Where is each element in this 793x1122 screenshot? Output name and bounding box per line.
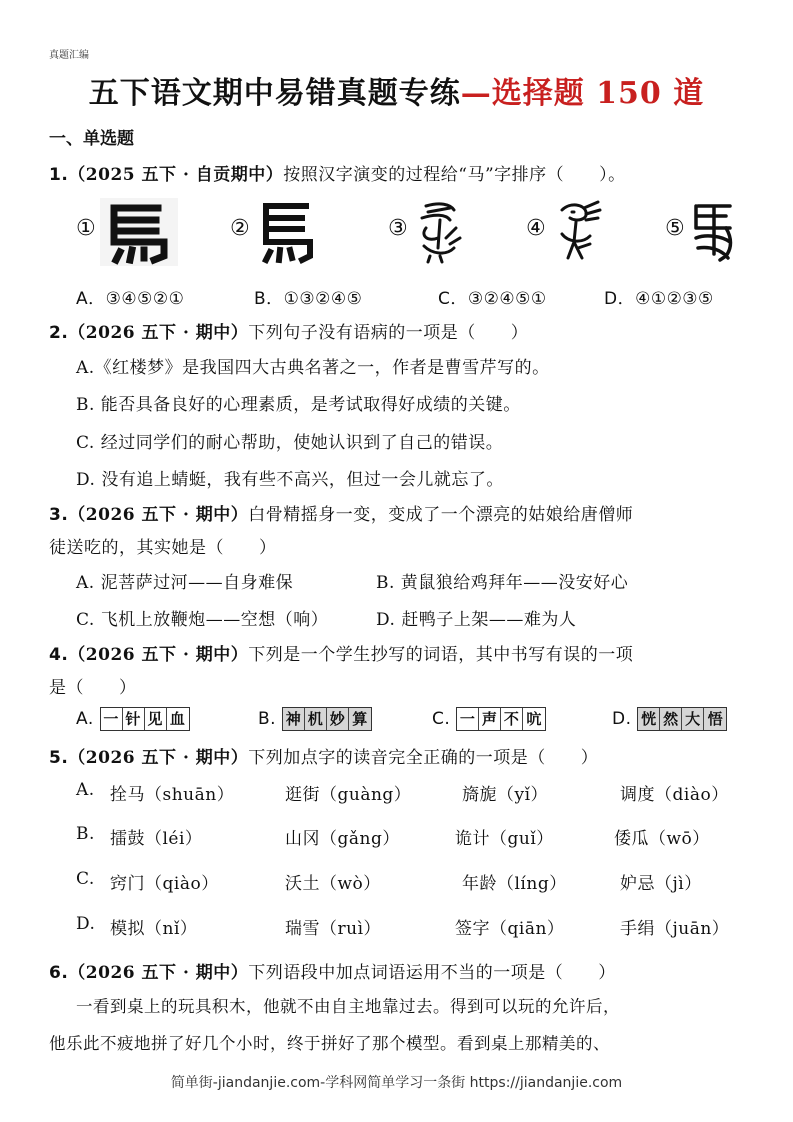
glyph-label-4: ④ [526,216,546,241]
word-char: 针 [123,708,145,730]
horse-glyph-oracle-icon [410,198,470,266]
q5-option-d-item: 瑞雪（ruì） [285,919,382,939]
question-5 [49,743,598,768]
word-char: 声 [479,708,501,730]
word-box [282,707,372,731]
question-text-line-1: 白骨精摇身一变，变成了一个漂亮的姑娘给唐僧师 [248,505,634,525]
q5-option-c-item: 窍门（qiào） [110,874,219,894]
question-source: （2026 五下 · 期中） [68,748,249,768]
q2-option-b[interactable]: B. 能否具备良好的心理素质，是考试取得好成绩的关键。 [76,395,521,415]
question-number: 1. [49,165,69,185]
word-box [456,707,546,731]
question-number: 5. [49,748,69,768]
word-char: 大 [682,708,704,730]
q4-option-a[interactable] [76,707,190,731]
option-letter: B. [258,709,277,729]
question-text-line-1: 下列是一个学生抄写的词语，其中书写有误的一项 [248,645,634,665]
word-char: 妙 [327,708,349,730]
q6-paragraph-line-1: 一看到桌上的玩具积木，他就不由自主地靠过去。得到可以玩的允许后， [76,997,620,1016]
word-char: 恍 [638,708,660,730]
horse-glyph-seal-icon [686,198,742,266]
option-letter: C. [432,709,451,729]
header-tag: 真题汇编 [49,50,89,61]
q5-option-c-letter[interactable]: C. [76,869,95,889]
word-box [637,707,727,731]
q3-option-a[interactable]: A. 泥菩萨过河——自身难保 [76,573,294,593]
page-title [0,68,793,112]
question-2 [49,318,528,343]
question-text: 按照汉字演变的过程给“马”字排序（ ）。 [283,165,626,185]
q1-option-d[interactable]: D．④①②③⑤ [604,289,714,309]
word-char: 吭 [526,710,542,728]
q6-paragraph-line-2: 他乐此不疲地拼了好几个小时，终于拼好了那个模型。看到桌上那精美的、 [49,1034,610,1053]
title-main: 五下语文期中易错真题专练 [88,76,461,111]
q1-option-b[interactable]: B．①③②④⑤ [254,289,363,309]
word-char: 一 [457,708,479,730]
q5-option-c-item: 妒忌（jì） [620,874,702,894]
question-source: （2026 五下 · 期中） [68,645,249,665]
question-source: （2026 五下 · 期中） [68,963,249,983]
question-source: （2026 五下 · 期中） [68,505,249,525]
word-char: 一 [101,708,123,730]
q1-option-c[interactable]: C．③②④⑤① [438,289,547,309]
question-source: （2026 五下 · 期中） [68,323,249,343]
glyph-label-3: ③ [388,216,408,241]
question-text: 下列语段中加点词语运用不当的一项是（ ） [248,963,616,983]
q5-option-a-item: 调度（diào） [620,785,729,805]
q5-option-b-item: 擂鼓（léi） [110,829,203,849]
q5-option-a-item: 逛街（guàng） [285,785,412,805]
q5-option-a-item: 拴马（shuān） [110,785,235,805]
question-4-line-2: 是（ ） [49,678,137,698]
question-6 [49,958,616,983]
option-letter: D. [612,709,632,729]
word-char: 算 [349,708,371,730]
horse-glyph-standard-icon [252,198,320,266]
word-char: 见 [145,708,167,730]
question-4 [49,640,633,665]
question-number: 2. [49,323,69,343]
q5-option-a-item: 旖旎（yǐ） [462,785,549,805]
q4-option-c[interactable] [432,707,546,731]
word-char: 血 [169,710,186,728]
question-1 [49,160,626,185]
word-char: 机 [305,708,327,730]
word-char: 神 [283,708,305,730]
q5-option-b-item: 山冈（gǎng） [285,829,400,849]
q5-option-a-letter[interactable]: A. [76,780,95,800]
q5-option-b-letter[interactable]: B. [76,824,95,844]
question-source: （2025 五下 · 自贡期中） [68,165,284,185]
question-text: 下列加点字的读音完全正确的一项是（ ） [248,748,599,768]
q3-option-b[interactable]: B. 黄鼠狼给鸡拜年——没安好心 [376,573,629,593]
q5-option-c-item: 年龄（líng） [462,874,567,894]
word-char: 然 [660,708,682,730]
q3-option-d[interactable]: D. 赶鸭子上架——难为人 [376,610,577,630]
q2-option-a[interactable]: A.《红楼梦》是我国四大古典名著之一，作者是曹雪芹写的。 [76,358,550,378]
q5-option-b-item: 倭瓜（wō） [614,829,710,849]
q3-option-c[interactable]: C. 飞机上放鞭炮——空想（响） [76,610,329,630]
word-char: 不 [501,708,523,730]
word-box [100,707,190,731]
q5-option-d-item: 手绢（juān） [620,919,730,939]
section-heading: 一、单选题 [49,129,134,149]
q2-option-c[interactable]: C. 经过同学们的耐心帮助，使她认识到了自己的错误。 [76,433,504,453]
q4-option-b[interactable] [258,707,372,731]
q5-option-c-item: 沃土（wò） [285,874,381,894]
question-number: 6. [49,963,69,983]
question-number: 4. [49,645,69,665]
page-footer: 简单街-jiandanjie.com-学科网简单学习一条街 https://jiandanjie.com [170,1075,623,1091]
glyph-label-5: ⑤ [665,216,685,241]
question-3-line-2: 徒送吃的，其实她是（ ） [49,538,277,558]
word-char: 悟 [704,708,726,730]
q5-option-b-item: 诡计（guǐ） [455,829,554,849]
q5-option-d-letter[interactable]: D. [76,914,96,934]
option-letter: A. [76,709,94,729]
question-text: 下列句子没有语病的一项是（ ） [248,323,529,343]
glyph-label-2: ② [230,216,250,241]
horse-glyph-traditional-icon [100,198,178,266]
title-highlight: —选择题 150 道 [460,76,705,111]
question-3 [49,500,633,525]
q2-option-d[interactable]: D. 没有追上蜻蜓，我有些不高兴，但过一会儿就忘了。 [76,470,504,490]
q1-option-a[interactable]: A．③④⑤②① [76,289,185,309]
question-number: 3. [49,505,69,525]
q5-option-d-item: 模拟（nǐ） [110,919,198,939]
horse-glyph-bronze-icon [548,198,608,266]
q5-option-d-item: 签字（qiān） [455,919,565,939]
glyph-label-1: ① [76,216,96,241]
q4-option-d[interactable] [612,707,727,731]
